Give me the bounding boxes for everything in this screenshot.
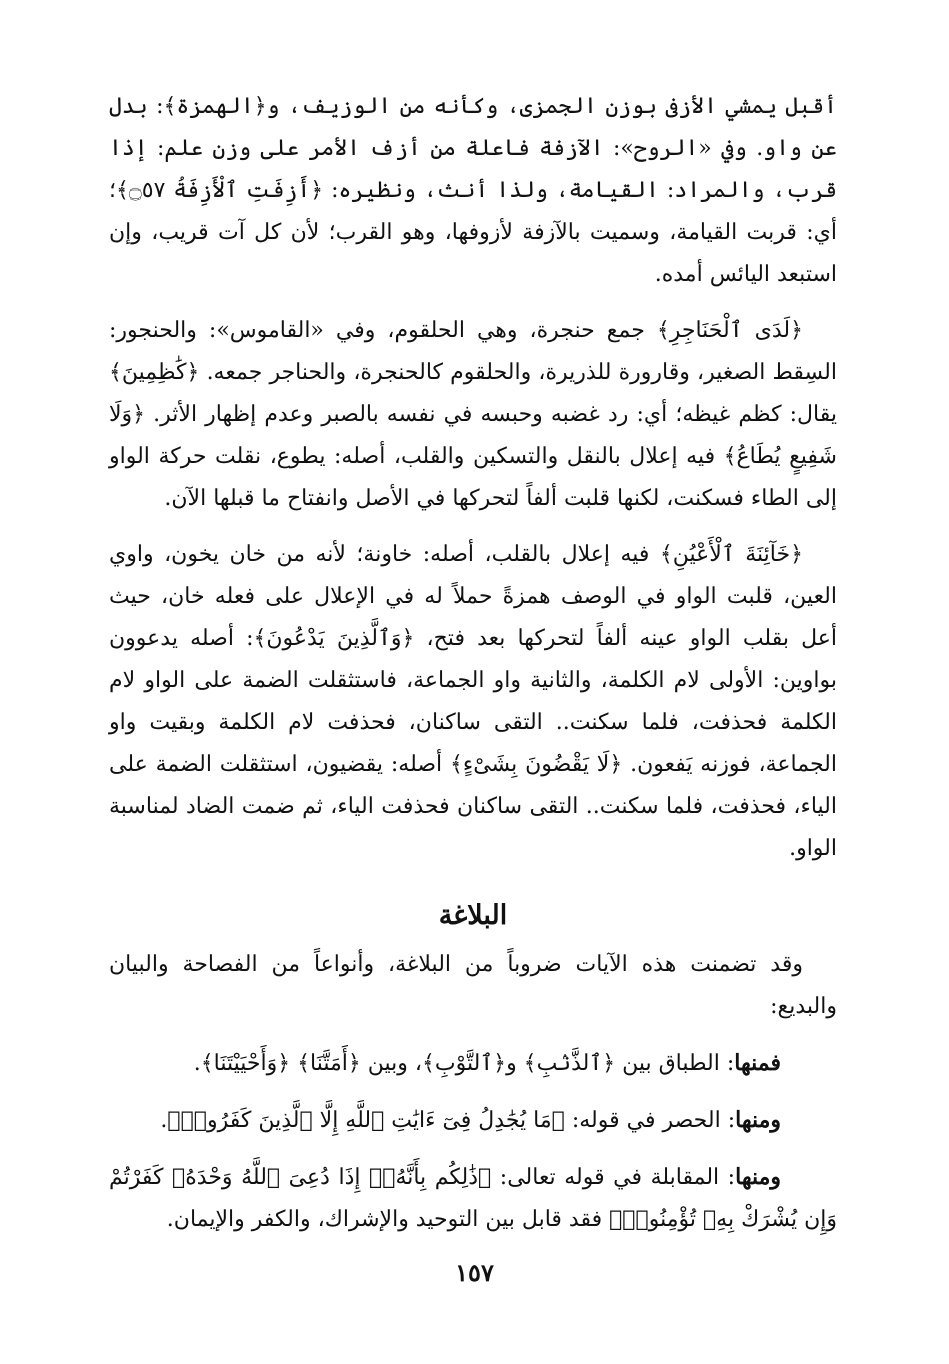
paragraph-azifa: أقبل يمشي الأزفى بوزن الجمزى، وكأنه من الوزيف، و﴿الهمزة﴾: بدل عن واو. وفي «الروح»: الآزفة فاعلة من أزف الأمر على وزن علم: إذا قرب، والمراد: القيامة، ولذا أنث، ونظيره: ﴿أَزِفَتِ ٱلْأَزِفَةُ ۝٥٧﴾؛ أي: قربت القيامة، وسميت بالآزفة لأزوفها، وهو القرب؛ لأن كل آت قريب، وإن استبعد اليائس أمده. — [109, 94, 837, 287]
item-text: : المقابلة في قوله تعالى: ﴿ذَٰلِكُم بِأَنَّهُۥٓ إِذَا دُعِىَ ٱللَّهُ وَحْدَهُۥ كَفَرْتُمْ وَإِن يُشْرَكْ بِهِۦ تُؤْمِنُوا۟﴾ فقد قابل بين التوحيد والإشراك، والكفر والإيمان. — [109, 1165, 837, 1232]
item-label: ومنها — [735, 1164, 781, 1190]
paragraph-hanajir: ﴿لَدَى ٱلْحَنَاجِرِ﴾ جمع حنجرة، وهي الحلقوم، وفي «القاموس»: والحنجور: السِقط الصغير، وقارورة للذريرة، والحلقوم كالحنجرة، والحناجر جمعه. ﴿كَٰظِمِينَ﴾ يقال: كظم غيظه؛ أي: رد غضبه وحبسه في نفسه بالصبر وعدم إظهار الأثر. ﴿وَلَا شَفِيعٍ يُطَاعُ﴾ فيه إعلال بالنقل والتسكين والقلب، أصله: يطوع، نقلت حركة الواو إلى الطاء فسكنت، لكنها قلبت ألفاً لتحركها في الأصل وانفتاح ما قبلها الآن. — [109, 318, 837, 511]
list-item-tibaq — [109, 1042, 837, 1085]
item-label: ومنها — [735, 1107, 781, 1133]
paragraph-khaina: ﴿خَآئِنَةَ ٱلْأَعْيُنِ﴾ فيه إعلال بالقلب، أصله: خاونة؛ لأنه من خان يخون، واوي العين، قلبت الواو في الوصف همزةً حملاً له في الإعلال على فعله خان، حيث أعل بقلب الواو عينه ألفاً لتحركها بعد فتح، ﴿وَٱلَّذِينَ يَدْعُونَ﴾: أصله يدعوون بواوين: الأولى لام الكلمة، والثانية واو الجماعة، فاستثقلت الضمة على الواو لام الكلمة فحذفت، فلما سكنت.. التقى ساكنان، فحذفت لام الكلمة وبقيت واو الجماعة، فوزنه يَفعون. ﴿لَا يَقْضُونَ بِشَىْءٍ﴾ أصله: يقضيون، استثقلت الضمة على الياء، فحذفت، فلما سكنت.. التقى ساكنان فحذفت الياء، ثم ضمت الضاد لمناسبة الواو. — [109, 542, 837, 861]
list-item-muqabala — [109, 1156, 837, 1241]
item-text: : الطباق بين ﴿ٱلذَّنۢبِ﴾ و﴿ٱلتَّوْبِ﴾، وبين ﴿أَمَتَّنَا﴾ ﴿وَأَحْيَيْتَنَا﴾. — [193, 1051, 735, 1076]
item-text: : الحصر في قوله: ﴿مَا يُجَٰدِلُ فِىٓ ءَايَٰتِ ٱللَّهِ إِلَّا ٱلَّذِينَ كَفَرُوا۟﴾. — [160, 1108, 736, 1133]
list-item-hasr — [109, 1099, 837, 1142]
item-label: فمنها — [734, 1050, 781, 1076]
paragraph-intro: وقد تضمنت هذه الآيات ضروباً من البلاغة، وأنواعاً من الفصاحة والبيان والبديع: — [109, 952, 837, 1019]
page-body — [109, 86, 837, 1241]
section-heading-balagha: البلاغة — [438, 900, 508, 931]
page-number: ١٥٧ — [455, 1258, 494, 1287]
